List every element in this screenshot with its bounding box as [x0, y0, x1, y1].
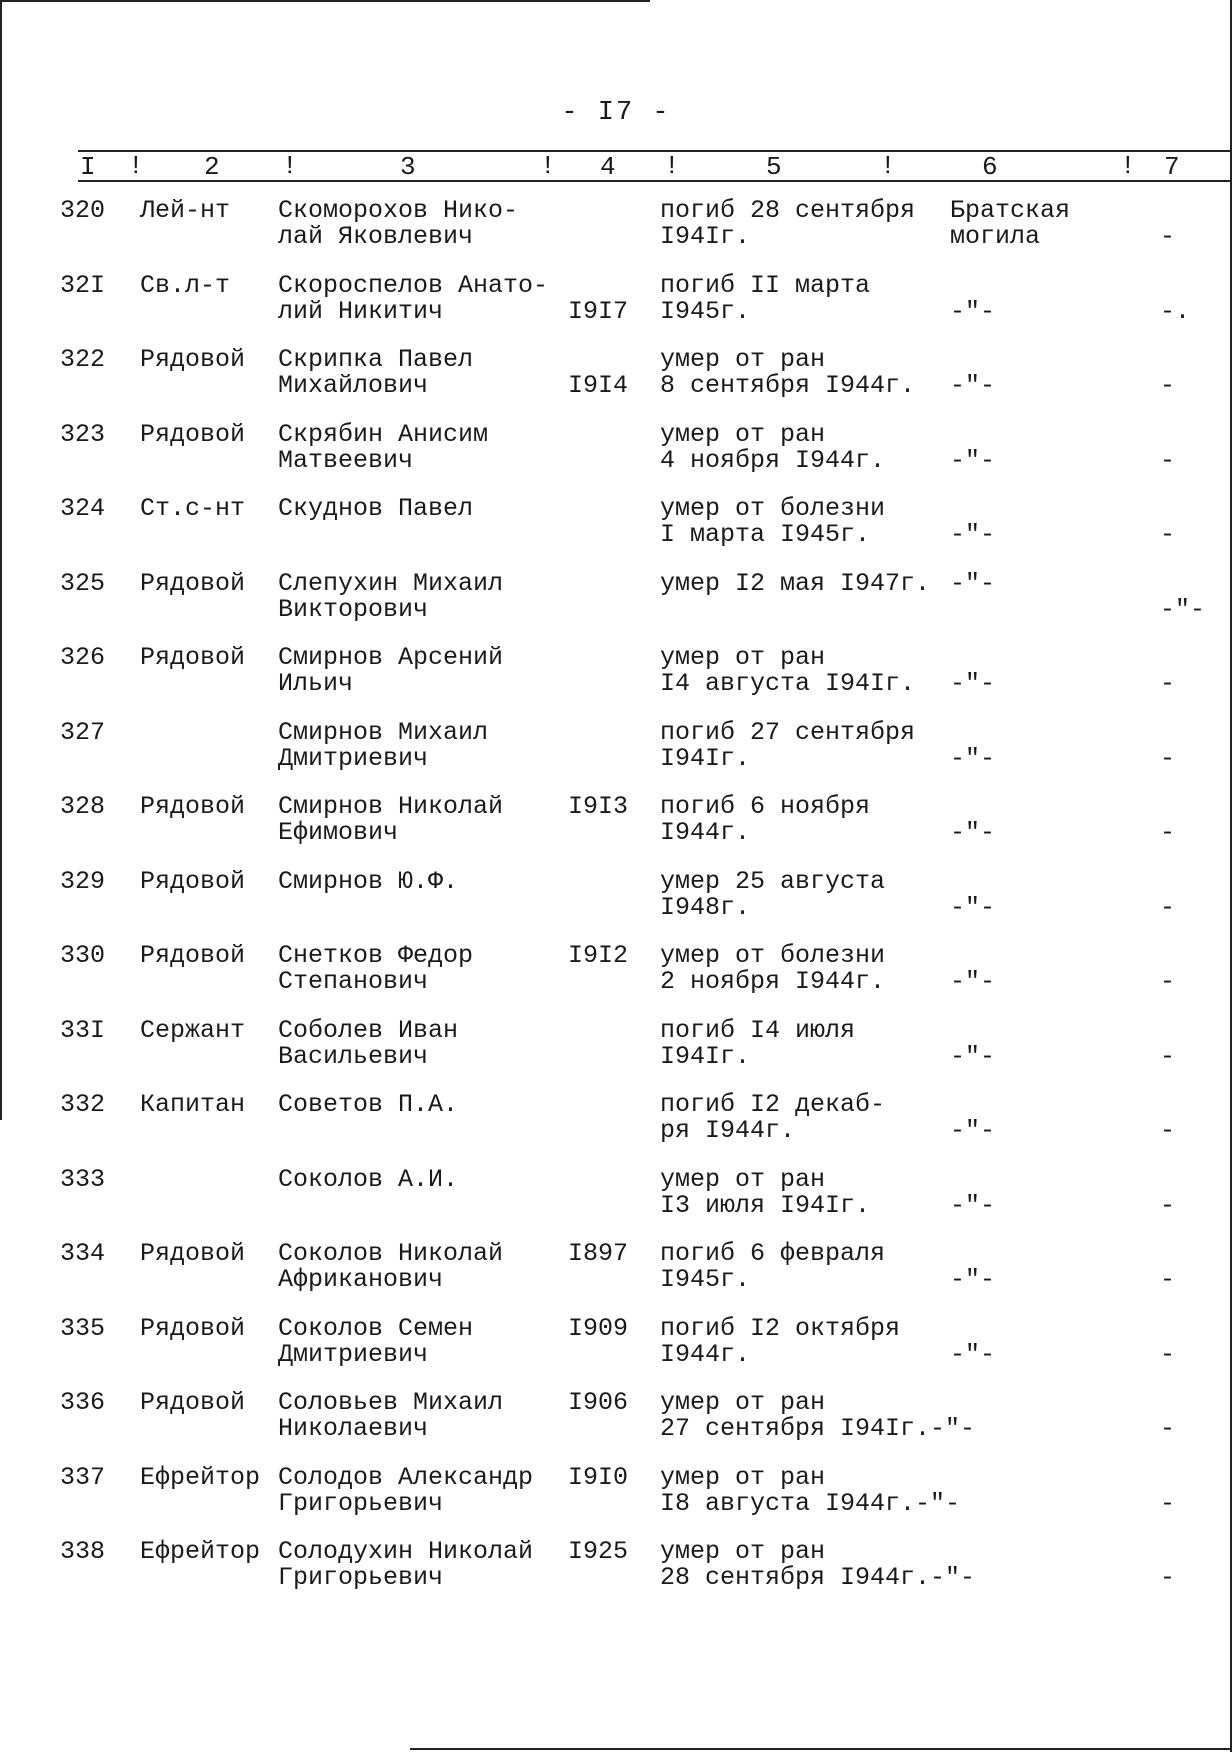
full-name: Соболев Иван Васильевич — [278, 1016, 459, 1071]
fate-date: умер от ран 4 ноября I944г. — [660, 420, 886, 475]
full-name: Скуднов Павел — [278, 494, 474, 523]
fate-date: умер от ран 27 сентября I94Iг.-"- — [660, 1388, 976, 1443]
fate-date: умер 25 августа I948г. — [660, 867, 886, 922]
col-separator: ! — [664, 151, 680, 181]
page-number: - I7 - — [561, 98, 671, 128]
rank: Рядовой — [140, 941, 246, 970]
birth-year: I925 — [568, 1537, 629, 1566]
burial-place: -"- — [950, 371, 996, 400]
fate-date: умер от ран 8 сентября I944г. — [660, 345, 916, 400]
full-name: Слепухин Михаил Викторович — [278, 569, 504, 624]
full-name: Снетков Федор Степанович — [278, 941, 474, 996]
rank: Рядовой — [140, 867, 246, 896]
full-name: Скрипка Павел Михайлович — [278, 345, 474, 400]
table-row — [0, 1465, 1232, 1539]
fate-date: умер от ран I3 июля I94Iг. — [660, 1165, 871, 1220]
note: - — [1160, 1116, 1176, 1145]
record-number: 327 — [60, 718, 106, 747]
table-row — [0, 1018, 1232, 1092]
table-row — [0, 422, 1232, 496]
rank: Рядовой — [140, 345, 246, 374]
table-row — [0, 720, 1232, 794]
birth-year: I9I3 — [568, 792, 629, 821]
rank: Капитан — [140, 1090, 246, 1119]
full-name: Солодов Александр Григорьевич — [278, 1463, 534, 1518]
col-separator: ! — [128, 151, 144, 181]
record-number: 320 — [60, 196, 106, 225]
fate-date: умер от ран I4 августа I94Iг. — [660, 643, 916, 698]
fate-date: погиб II марта I945г. — [660, 271, 871, 326]
table-row — [0, 1390, 1232, 1464]
full-name: Соколов Семен Дмитриевич — [278, 1314, 474, 1369]
record-number: 337 — [60, 1463, 106, 1492]
burial-place: -"- — [950, 297, 996, 326]
note: - — [1160, 222, 1176, 251]
burial-place: -"- — [950, 1116, 996, 1145]
note: - — [1160, 893, 1176, 922]
note: - — [1160, 1340, 1176, 1369]
rank: Рядовой — [140, 792, 246, 821]
note: - — [1160, 1265, 1176, 1294]
note: - — [1160, 1489, 1176, 1518]
rank: Лей-нт — [140, 196, 231, 225]
page-edge-bottom — [410, 1748, 1232, 1750]
col-separator: ! — [1120, 151, 1136, 181]
fate-date: погиб 6 ноября I944г. — [660, 792, 871, 847]
record-number: 326 — [60, 643, 106, 672]
table-row — [0, 1241, 1232, 1315]
note: -"- — [1160, 595, 1206, 624]
full-name: Соловьев Михаил Николаевич — [278, 1388, 504, 1443]
note: - — [1160, 1191, 1176, 1220]
record-number: 336 — [60, 1388, 106, 1417]
note: - — [1160, 1563, 1176, 1592]
table-row — [0, 198, 1232, 272]
fate-date: погиб I2 октября I944г. — [660, 1314, 901, 1369]
record-number: 338 — [60, 1537, 106, 1566]
note: - — [1160, 371, 1176, 400]
note: - — [1160, 967, 1176, 996]
col-header-4: 4 — [600, 152, 616, 182]
record-number: 325 — [60, 569, 106, 598]
note: - — [1160, 818, 1176, 847]
col-header-3: 3 — [400, 152, 416, 182]
rank: Ст.с-нт — [140, 494, 246, 523]
col-header-1: I — [80, 152, 96, 182]
burial-place: -"- — [950, 520, 996, 549]
rank: Рядовой — [140, 1388, 246, 1417]
table-row — [0, 496, 1232, 570]
rank: Рядовой — [140, 1314, 246, 1343]
col-separator: ! — [540, 151, 556, 181]
table-row — [0, 571, 1232, 645]
table-row — [0, 943, 1232, 1017]
rank: Ефрейтор — [140, 1463, 261, 1492]
record-number: 329 — [60, 867, 106, 896]
fate-date: умер от болезни 2 ноября I944г. — [660, 941, 886, 996]
burial-place: -"- — [950, 669, 996, 698]
fate-date: умер от ран 28 сентября I944г.-"- — [660, 1537, 976, 1592]
note: - — [1160, 669, 1176, 698]
note: - — [1160, 446, 1176, 475]
full-name: Соколов А.И. — [278, 1165, 459, 1194]
birth-year: I9I4 — [568, 371, 629, 400]
burial-place: -"- — [950, 1191, 996, 1220]
note: - — [1160, 520, 1176, 549]
table-row — [0, 869, 1232, 943]
col-separator: ! — [880, 151, 896, 181]
col-separator: ! — [282, 151, 298, 181]
birth-year: I906 — [568, 1388, 629, 1417]
table-row — [0, 1316, 1232, 1390]
fate-date: умер от ран I8 августа I944г.-"- — [660, 1463, 961, 1518]
burial-place: -"- — [950, 1340, 996, 1369]
full-name: Советов П.А. — [278, 1090, 459, 1119]
record-number: 324 — [60, 494, 106, 523]
fate-date: умер от болезни I марта I945г. — [660, 494, 886, 549]
record-number: 323 — [60, 420, 106, 449]
burial-place: -"- — [950, 1265, 996, 1294]
birth-year: I9I0 — [568, 1463, 629, 1492]
fate-date: погиб I4 июля I94Iг. — [660, 1016, 856, 1071]
col-header-5: 5 — [766, 152, 782, 182]
note: - — [1160, 1414, 1176, 1443]
note: -. — [1160, 297, 1191, 326]
fate-date: погиб 27 сентября I94Iг. — [660, 718, 916, 773]
header-rule-bottom — [78, 180, 1232, 182]
full-name: Скороспелов Анато- лий Никитич — [278, 271, 549, 326]
note: - — [1160, 1042, 1176, 1071]
rank: Рядовой — [140, 1239, 246, 1268]
table-row — [0, 645, 1232, 719]
full-name: Солодухин Николай Григорьевич — [278, 1537, 534, 1592]
fate-date: умер I2 мая I947г. — [660, 569, 931, 598]
full-name: Смирнов Ю.Ф. — [278, 867, 459, 896]
table-row — [0, 273, 1232, 347]
burial-place: Братская могила — [950, 196, 1071, 251]
full-name: Скрябин Анисим Матвеевич — [278, 420, 489, 475]
col-header-7: 7 — [1164, 152, 1180, 182]
record-number: 334 — [60, 1239, 106, 1268]
fate-date: погиб I2 декаб- ря I944г. — [660, 1090, 886, 1145]
burial-place: -"- — [950, 744, 996, 773]
full-name: Смирнов Михаил Дмитриевич — [278, 718, 489, 773]
record-number: 33I — [60, 1016, 106, 1045]
fate-date: погиб 6 февраля I945г. — [660, 1239, 886, 1294]
record-number: 333 — [60, 1165, 106, 1194]
birth-year: I897 — [568, 1239, 629, 1268]
fate-date: погиб 28 сентября I94Iг. — [660, 196, 916, 251]
rank: Сержант — [140, 1016, 246, 1045]
rank: Рядовой — [140, 420, 246, 449]
burial-place: -"- — [950, 1042, 996, 1071]
burial-place: -"- — [950, 893, 996, 922]
col-header-6: 6 — [982, 152, 998, 182]
record-number: 328 — [60, 792, 106, 821]
rank: Ефрейтор — [140, 1537, 261, 1566]
birth-year: I9I2 — [568, 941, 629, 970]
rank: Св.л-т — [140, 271, 231, 300]
birth-year: I909 — [568, 1314, 629, 1343]
rank: Рядовой — [140, 569, 246, 598]
full-name: Смирнов Арсений Ильич — [278, 643, 504, 698]
table-row — [0, 794, 1232, 868]
burial-place: -"- — [950, 446, 996, 475]
full-name: Смирнов Николай Ефимович — [278, 792, 504, 847]
burial-place: -"- — [950, 967, 996, 996]
col-header-2: 2 — [204, 152, 220, 182]
record-number: 32I — [60, 271, 106, 300]
table-row — [0, 347, 1232, 421]
table-row — [0, 1167, 1232, 1241]
record-number: 322 — [60, 345, 106, 374]
record-number: 332 — [60, 1090, 106, 1119]
burial-place: -"- — [950, 818, 996, 847]
full-name: Соколов Николай Африканович — [278, 1239, 504, 1294]
full-name: Скоморохов Нико- лай Яковлевич — [278, 196, 519, 251]
burial-place: -"- — [950, 569, 996, 598]
birth-year: I9I7 — [568, 297, 629, 326]
note: - — [1160, 744, 1176, 773]
table-row — [0, 1539, 1232, 1613]
page-edge-top — [0, 0, 650, 2]
record-number: 330 — [60, 941, 106, 970]
record-number: 335 — [60, 1314, 106, 1343]
table-row — [0, 1092, 1232, 1166]
rank: Рядовой — [140, 643, 246, 672]
header-rule-top — [78, 150, 1232, 152]
